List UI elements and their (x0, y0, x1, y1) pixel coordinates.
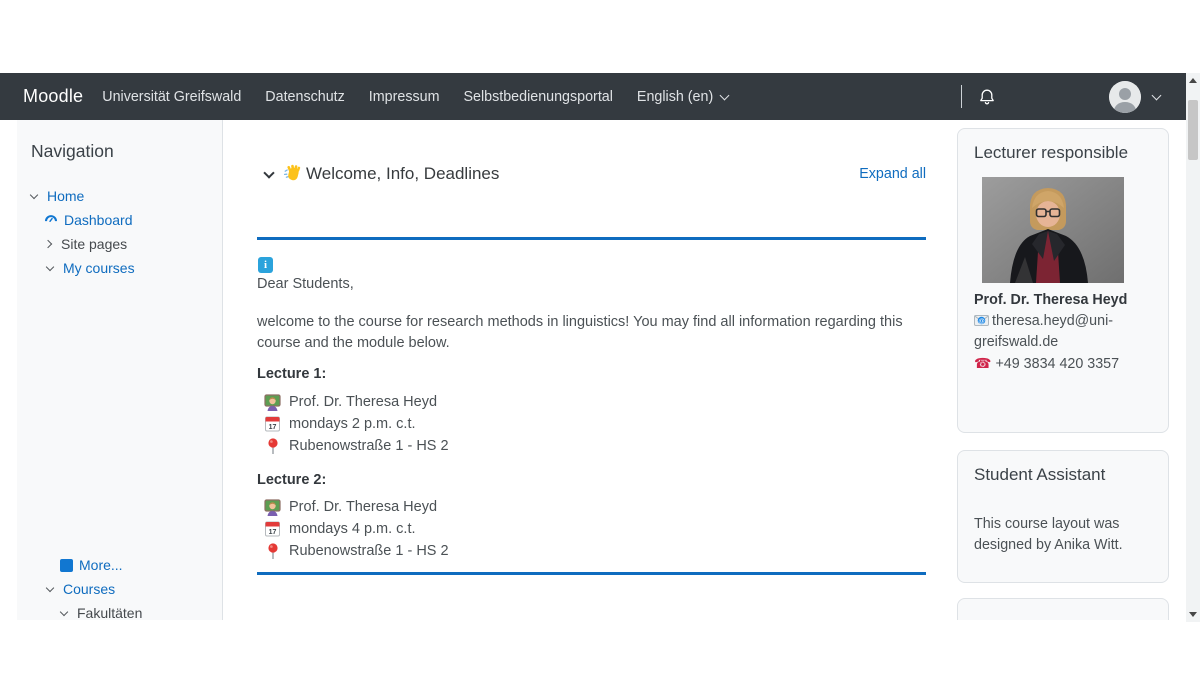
lecturer-responsible-card (957, 128, 1169, 433)
chevron-down-icon[interactable] (30, 190, 38, 198)
expand-all-link[interactable]: Expand all (859, 166, 926, 182)
wave-icon (282, 164, 302, 184)
lecture-2-heading: Lecture 2: (257, 472, 327, 488)
triangle-up-icon (1189, 78, 1197, 83)
calendar-icon (264, 416, 281, 432)
sidebar-item-courses[interactable]: Courses (17, 577, 222, 601)
navbar-divider (961, 85, 962, 108)
user-chevron-down-icon[interactable] (1152, 90, 1162, 100)
scrollbar-down-button[interactable] (1186, 607, 1200, 622)
nav-item-impressum[interactable]: Impressum (368, 88, 440, 105)
sidebar-item-fakultaeten[interactable]: Fakultäten (17, 601, 222, 620)
avatar-icon (1109, 81, 1141, 113)
notifications-button[interactable] (977, 87, 997, 107)
teacher-icon (264, 394, 281, 411)
lecture-2-time-row (264, 518, 449, 540)
section-divider-bottom (257, 572, 926, 575)
lecture-2-time: mondays 4 p.m. c.t. (289, 521, 416, 537)
language-menu[interactable] (637, 89, 728, 105)
info-icon: i (258, 257, 273, 273)
nav-item-selbstbedienungsportal[interactable]: Selbstbedienungsportal (463, 88, 613, 105)
chevron-down-icon[interactable] (60, 607, 68, 615)
chevron-right-icon[interactable] (44, 240, 52, 248)
scrollbar-thumb[interactable] (1188, 100, 1198, 160)
navigation-tree (17, 184, 222, 280)
phone-icon: ☎ (974, 356, 992, 372)
language-label: English (en) (636, 88, 714, 105)
calendar-icon (264, 521, 281, 537)
email-icon (974, 315, 989, 326)
lecture-1-lecturer-row (264, 391, 449, 413)
navigation-drawer (17, 120, 223, 620)
lecture-1-lecturer: Prof. Dr. Theresa Heyd (289, 394, 438, 410)
nav-item-datenschutz[interactable]: Datenschutz (265, 88, 345, 105)
chevron-down-icon (720, 90, 730, 100)
lecturer-email-line (974, 311, 1152, 353)
sidebar-item-home[interactable]: Home (17, 184, 222, 208)
student-assistant-card (957, 450, 1169, 583)
lecture-1-heading: Lecture 1: (257, 366, 327, 382)
pushpin-icon (264, 543, 281, 560)
moodle-brand[interactable]: Moodle (23, 86, 84, 106)
lecture-1-details (264, 391, 449, 457)
student-assistant-text: This course layout was designed by Anika Witt. (974, 516, 1123, 553)
chevron-down-icon[interactable] (46, 262, 54, 270)
sidebar-item-more[interactable]: More... (17, 553, 222, 577)
lecture-2-details (264, 496, 449, 562)
lecturer-phone: +49 3834 420 3357 (995, 356, 1120, 372)
lecturer-phone-line (974, 354, 1152, 375)
lecture-2-lecturer: Prof. Dr. Theresa Heyd (289, 499, 438, 515)
scrollbar-up-button[interactable] (1186, 73, 1200, 88)
lecture-1-time-row (264, 413, 449, 435)
sidebar-item-my-courses[interactable]: My courses (17, 256, 222, 280)
pushpin-icon (264, 438, 281, 455)
top-navbar (0, 73, 1186, 120)
section-collapse-chevron-icon[interactable] (263, 167, 274, 178)
teacher-icon (264, 499, 281, 516)
partial-bottom-card (957, 598, 1169, 620)
course-main-content (224, 120, 946, 620)
navigation-title: Navigation (31, 141, 114, 161)
lecturer-card-title: Lecturer responsible (974, 143, 1129, 162)
bell-icon (977, 87, 997, 107)
chevron-down-icon[interactable] (46, 583, 54, 591)
lecturer-email[interactable]: theresa.heyd@uni-greifswald.de (974, 313, 1114, 350)
section-header (265, 164, 926, 184)
lecturer-photo (982, 177, 1124, 283)
svg-text:17: 17 (268, 424, 277, 431)
sidebar-item-site-pages[interactable]: Site pages (17, 232, 222, 256)
vertical-scrollbar[interactable] (1186, 73, 1200, 622)
lecture-2-lecturer-row (264, 496, 449, 518)
navigation-tree-bottom (17, 553, 222, 620)
lecture-2-location-row (264, 540, 449, 562)
svg-text:17: 17 (268, 529, 277, 536)
triangle-down-icon (1189, 612, 1197, 617)
lecture-2-location: Rubenowstraße 1 - HS 2 (289, 543, 449, 559)
navbar-right-group (961, 73, 1160, 120)
section-title (282, 164, 499, 184)
student-assistant-title: Student Assistant (974, 465, 1106, 484)
gauge-icon (43, 212, 59, 228)
right-block-column (957, 120, 1169, 620)
more-square-icon (60, 559, 73, 572)
user-menu-button[interactable] (1109, 81, 1141, 113)
lecturer-name: Prof. Dr. Theresa Heyd (974, 292, 1128, 308)
intro-paragraph: welcome to the course for research methods in linguistics! You may find all information regarding this course and the module below. (257, 314, 903, 351)
sidebar-item-dashboard[interactable]: Dashboard (17, 208, 222, 232)
greeting-text: Dear Students, (257, 276, 354, 292)
section-divider-top (257, 237, 926, 240)
lecture-1-location-row (264, 435, 449, 457)
section-title-text: Welcome, Info, Deadlines (306, 164, 500, 183)
lecture-1-location: Rubenowstraße 1 - HS 2 (289, 438, 449, 454)
lecture-1-time: mondays 2 p.m. c.t. (289, 416, 416, 432)
svg-text:@: @ (978, 318, 985, 325)
nav-item-university[interactable]: Universität Greifswald (102, 88, 242, 105)
